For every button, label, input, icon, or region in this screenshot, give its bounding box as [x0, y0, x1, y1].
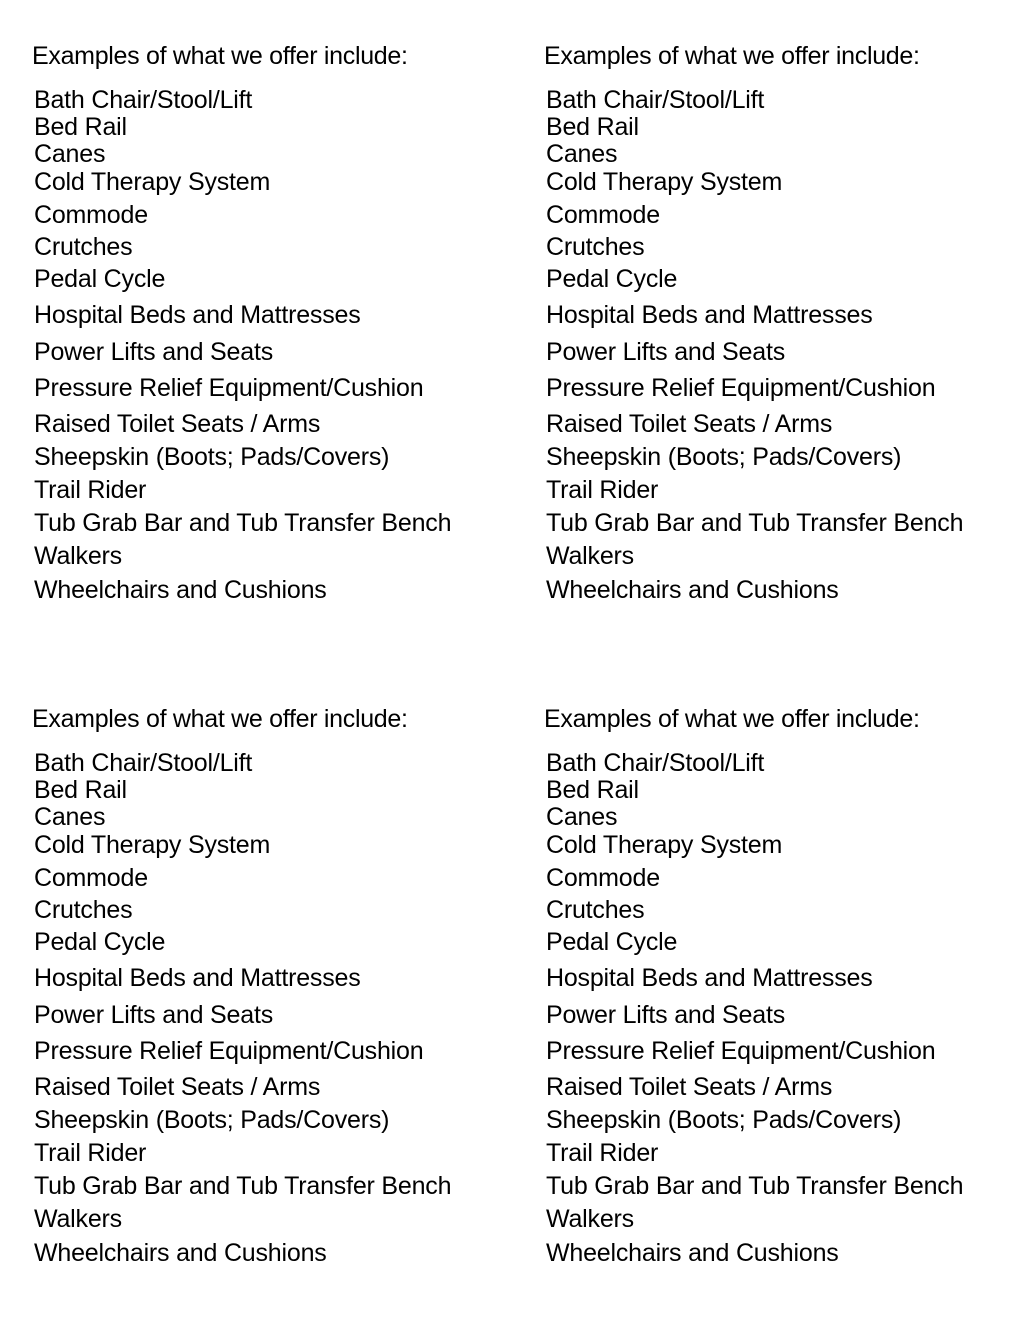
offer-list-item: Cold Therapy System: [546, 831, 783, 859]
offer-block-bottom-right: [544, 705, 1014, 1305]
offer-list-item: Wheelchairs and Cushions: [34, 1239, 327, 1267]
offer-list-item: Walkers: [546, 1205, 634, 1233]
offer-list-item: Crutches: [34, 896, 133, 924]
offer-list-item: Trail Rider: [546, 476, 659, 504]
offer-list-item: Bath Chair/Stool/Lift: [546, 749, 765, 777]
offer-list-item: Pedal Cycle: [34, 928, 166, 956]
offer-list-item: Power Lifts and Seats: [34, 1001, 273, 1029]
offer-list-item: Power Lifts and Seats: [546, 1001, 785, 1029]
offer-list-item: Crutches: [546, 896, 645, 924]
offer-block-top-right: [544, 42, 1014, 642]
offer-list-item: Wheelchairs and Cushions: [546, 1239, 839, 1267]
offer-list-item: Commode: [34, 864, 148, 892]
offer-list-item: Tub Grab Bar and Tub Transfer Bench: [546, 509, 964, 537]
offer-list-item: Canes: [546, 803, 618, 831]
offer-list-item: Power Lifts and Seats: [546, 338, 785, 366]
offer-list-item: Pedal Cycle: [546, 928, 678, 956]
offer-list-item: Trail Rider: [546, 1139, 659, 1167]
offer-list-item: Commode: [546, 864, 660, 892]
offer-list-item: Pressure Relief Equipment/Cushion: [34, 374, 424, 402]
offer-list-item: Bed Rail: [34, 113, 127, 141]
offer-list-item: Cold Therapy System: [34, 168, 271, 196]
offer-list-item: Bath Chair/Stool/Lift: [34, 86, 253, 114]
offer-list-item: Canes: [546, 140, 618, 168]
offer-list-item: Trail Rider: [34, 1139, 147, 1167]
offer-list-item: Walkers: [546, 542, 634, 570]
offer-list-item: Commode: [34, 201, 148, 229]
offer-list-item: Sheepskin (Boots; Pads/Covers): [34, 443, 390, 471]
offer-list-item: Sheepskin (Boots; Pads/Covers): [34, 1106, 390, 1134]
offer-list-item: Hospital Beds and Mattresses: [34, 301, 361, 329]
offer-list-item: Bed Rail: [546, 113, 639, 141]
offer-list-item: Canes: [34, 140, 106, 168]
offer-list-item: Power Lifts and Seats: [34, 338, 273, 366]
offer-list-item: Hospital Beds and Mattresses: [34, 964, 361, 992]
offer-list-item: Crutches: [546, 233, 645, 261]
offer-list-item: Bed Rail: [546, 776, 639, 804]
offer-list-item: Crutches: [34, 233, 133, 261]
offer-list-item: Tub Grab Bar and Tub Transfer Bench: [546, 1172, 964, 1200]
offer-list-item: Sheepskin (Boots; Pads/Covers): [546, 1106, 902, 1134]
offer-list-item: Wheelchairs and Cushions: [546, 576, 839, 604]
offer-list-item: Raised Toilet Seats / Arms: [546, 410, 833, 438]
offer-list-item: Trail Rider: [34, 476, 147, 504]
offer-list-item: Bed Rail: [34, 776, 127, 804]
offer-list-item: Cold Therapy System: [546, 168, 783, 196]
offer-list-item: Bath Chair/Stool/Lift: [546, 86, 765, 114]
offer-list-item: Raised Toilet Seats / Arms: [34, 1073, 321, 1101]
offer-list-item: Cold Therapy System: [34, 831, 271, 859]
offer-list-item: Tub Grab Bar and Tub Transfer Bench: [34, 1172, 452, 1200]
offer-list-item: Raised Toilet Seats / Arms: [34, 410, 321, 438]
offer-list-item: Pedal Cycle: [34, 265, 166, 293]
offer-list-item: Hospital Beds and Mattresses: [546, 301, 873, 329]
offer-list-item: Walkers: [34, 1205, 122, 1233]
offer-list-item: Pedal Cycle: [546, 265, 678, 293]
offer-list-item: Canes: [34, 803, 106, 831]
offer-list-item: Bath Chair/Stool/Lift: [34, 749, 253, 777]
offer-list-item: Wheelchairs and Cushions: [34, 576, 327, 604]
offer-list-item: Pressure Relief Equipment/Cushion: [34, 1037, 424, 1065]
offer-block-bottom-left: [32, 705, 502, 1305]
offer-list-item: Walkers: [34, 542, 122, 570]
offer-list-item: Hospital Beds and Mattresses: [546, 964, 873, 992]
offer-heading: Examples of what we offer include:: [544, 705, 920, 733]
offer-list-item: Pressure Relief Equipment/Cushion: [546, 374, 936, 402]
offer-list-item: Pressure Relief Equipment/Cushion: [546, 1037, 936, 1065]
offer-heading: Examples of what we offer include:: [32, 705, 408, 733]
offer-list-item: Sheepskin (Boots; Pads/Covers): [546, 443, 902, 471]
offer-heading: Examples of what we offer include:: [544, 42, 920, 70]
offer-block-top-left: [32, 42, 502, 642]
offer-heading: Examples of what we offer include:: [32, 42, 408, 70]
offer-list-item: Raised Toilet Seats / Arms: [546, 1073, 833, 1101]
offer-list-item: Tub Grab Bar and Tub Transfer Bench: [34, 509, 452, 537]
offer-list-item: Commode: [546, 201, 660, 229]
